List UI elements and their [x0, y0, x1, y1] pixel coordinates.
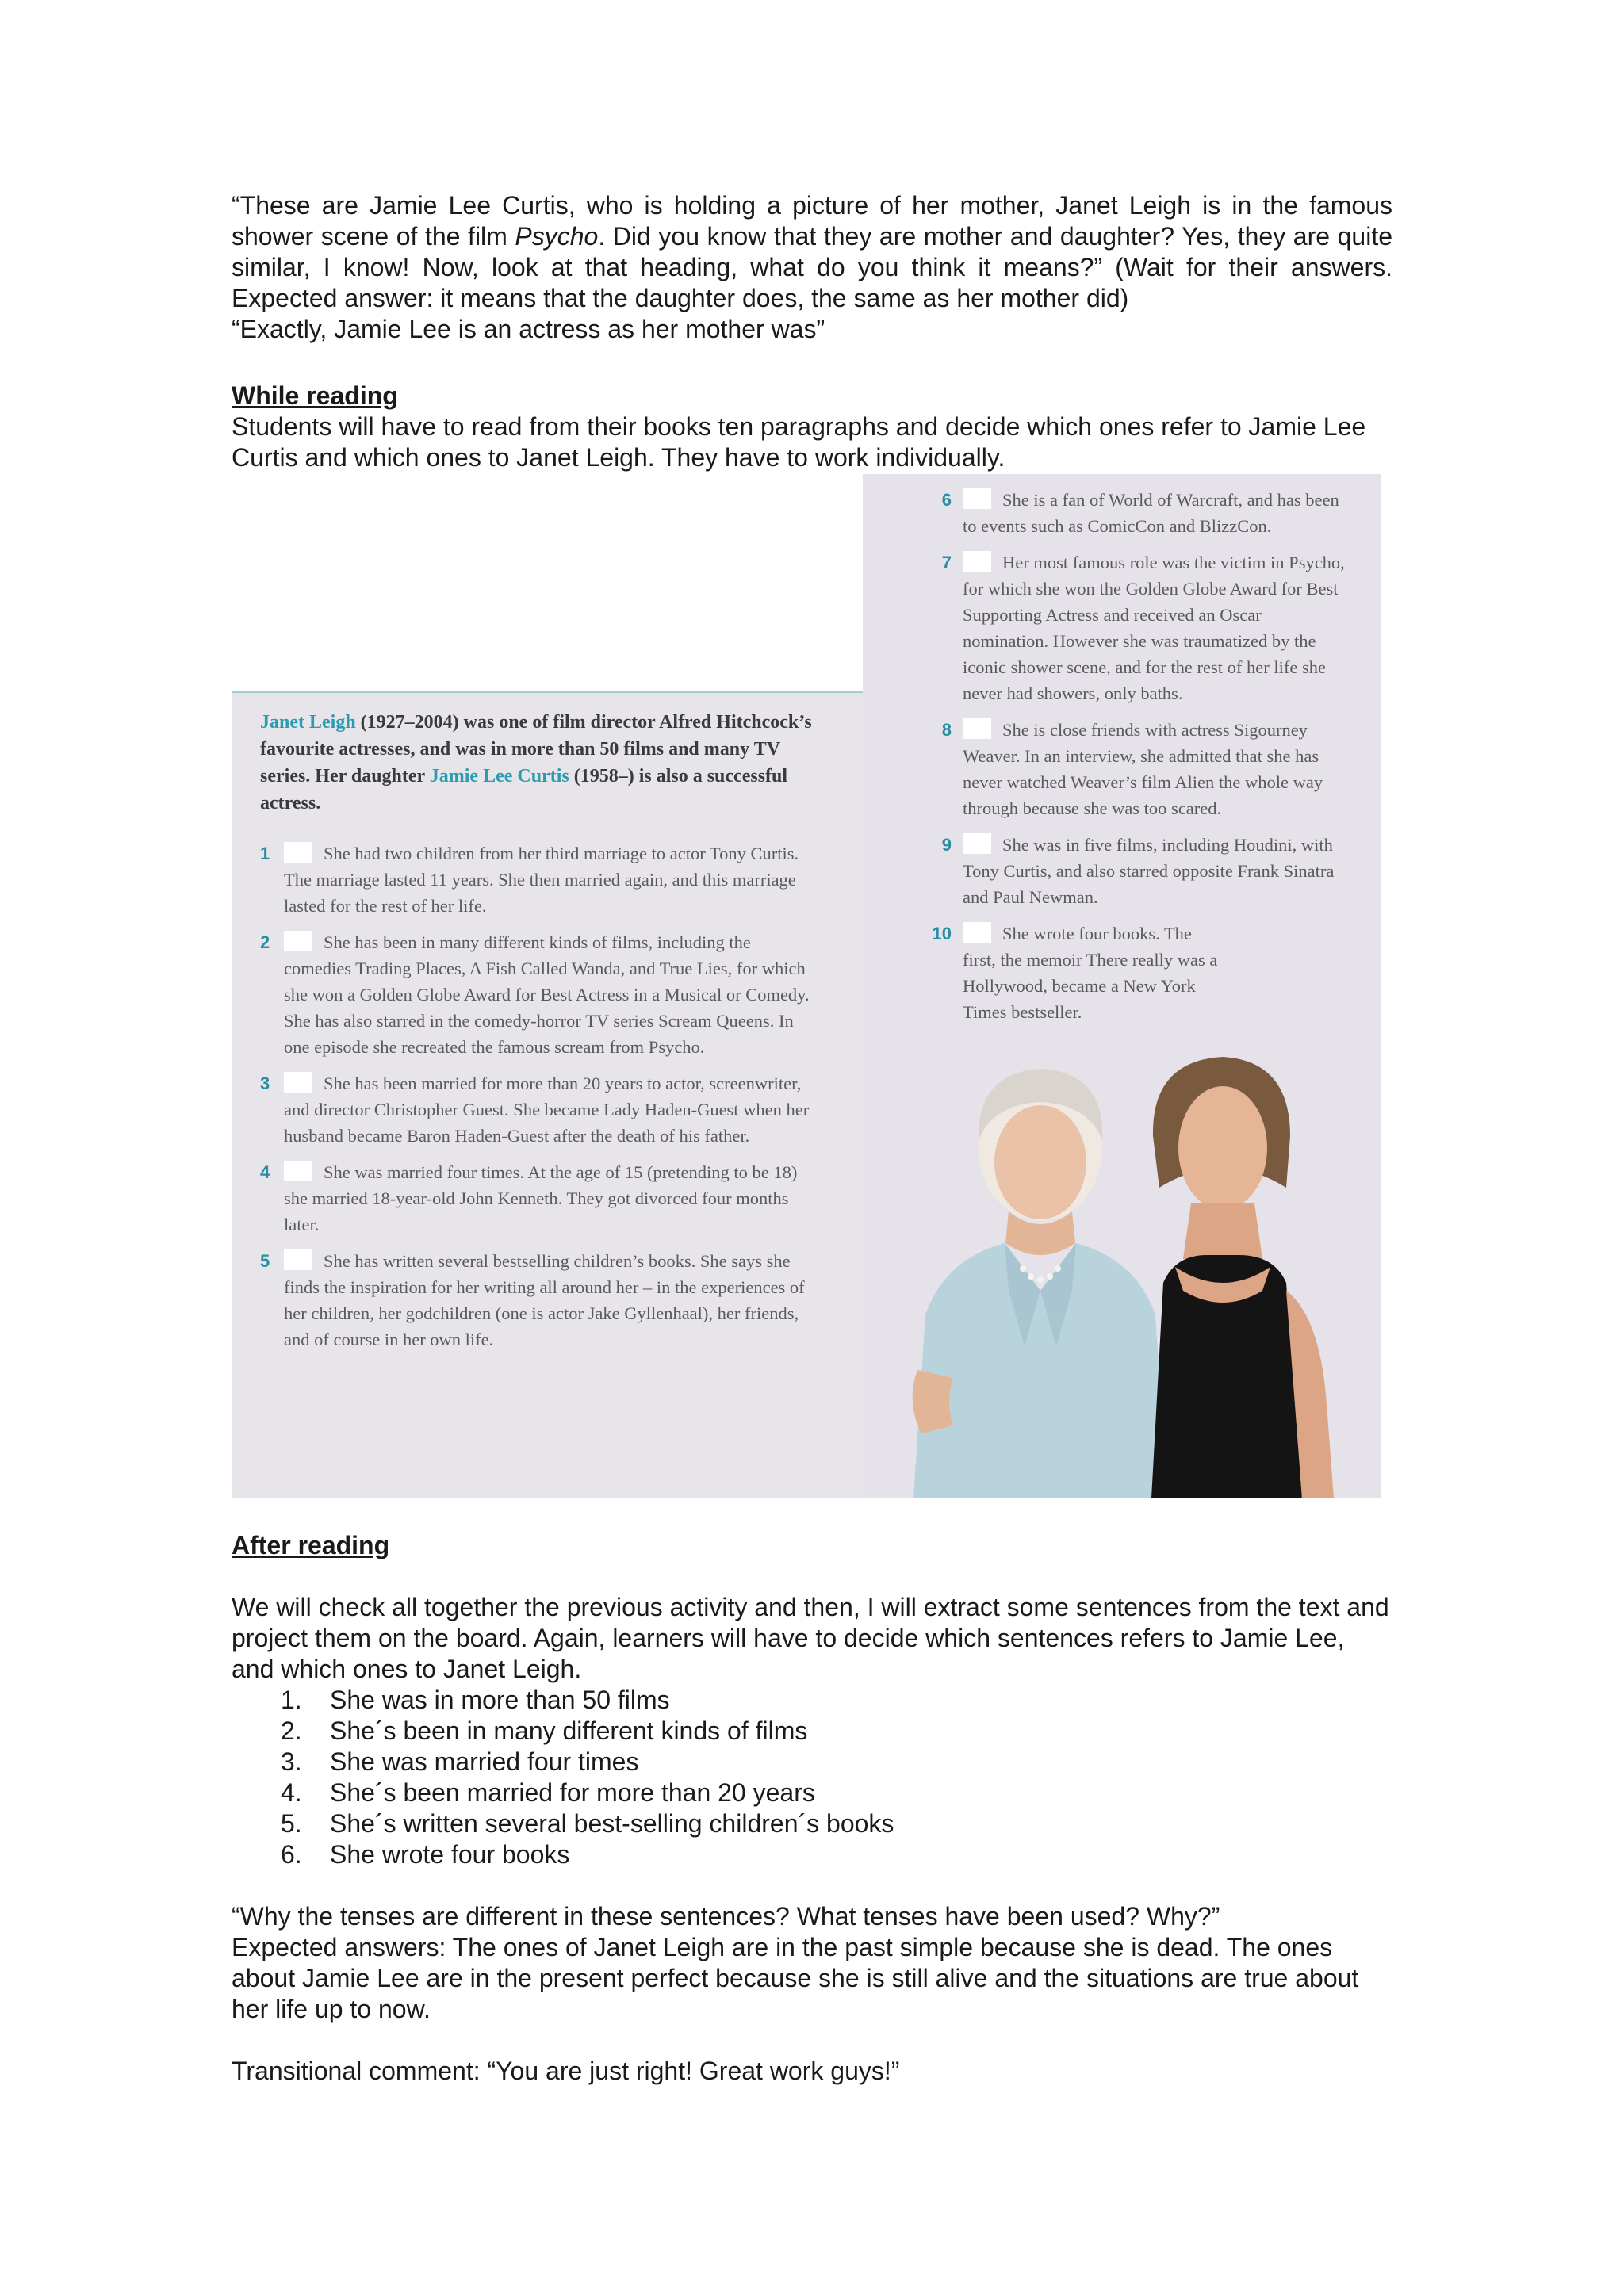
- list-item: 5. She´s written several best-selling children´s books: [281, 1809, 894, 1838]
- list-item: 6. She wrote four books: [281, 1840, 570, 1869]
- after-reading-section: [232, 1530, 1392, 2087]
- textbook-intro: Janet Leigh (1927–2004) was one of film director Alfred Hitchcock’s favourite actresses, and was in more than 50 films and many TV series. Her daughter Jamie Lee Curtis (1958–) is also a successful actress.: [260, 712, 812, 813]
- photo-mother-daughter: [890, 1029, 1381, 1498]
- film-title: Psycho: [515, 222, 599, 251]
- textbook-item: 8 She is close friends with actress Sigourney Weaver. In an interview, she admitted that she has never watched Weaver’s film Alien the whole way through because she was too scared.: [941, 720, 1323, 818]
- textbook-item: 5 She has written several bestselling children’s books. She says she finds the inspiration for her writing all around her – in the experiences of her children, her godchildren (one is actor Jake Gyllenhaal), her friends, and of course in her own life.: [260, 1251, 805, 1349]
- textbook-item: 7 Her most famous role was the victim in Psycho, for which she won the Golden Globe Award for Best Supporting Actress and received an Oscar nomination. However she was traumatized by the iconic shower scene, and for the rest of her life she never had showers, only baths.: [941, 553, 1345, 703]
- textbook-item: 4 She was married four times. At the age of 15 (pretending to be 18) she married 18-year-old John Kenneth. They got divorced four months later.: [260, 1162, 798, 1234]
- intro-text: “These are Jamie Lee Curtis, who is holding a picture of her mother, Janet Leigh is in the famous shower scene of the film Psycho. Did you know that they are mother and daughter? Yes, they are quite similar, I know! Now, look at that heading, what do you think it means?” (Wait for their answers. Expected answer: it means that the daughter does, the same as her mother did): [232, 191, 1393, 312]
- after-reading-text: We will check all together the previous activity and then, I will extract some sentences from the text and project them on the board. Again, learners will have to decide which sentences refers to Jamie Lee, and which ones to Janet Leigh.: [232, 1593, 1389, 1683]
- textbook-item: 9 She was in five films, including Houdini, with Tony Curtis, and also starred opposite Frank Sinatra and Paul Newman.: [941, 835, 1335, 907]
- answer-box[interactable]: [284, 1249, 312, 1270]
- list-item: 1. She was in more than 50 films: [281, 1686, 670, 1714]
- sentence-list: [232, 1685, 1392, 1870]
- textbook-excerpt: [232, 474, 1381, 1498]
- while-reading-heading: While reading: [232, 381, 398, 410]
- intro-paragraph: [232, 190, 1392, 345]
- textbook-item: 2 She has been in many different kinds of films, including the comedies Trading Places, A Fish Called Wanda, and True Lies, for which she won a Golden Globe Award for Best Actress in a Musical or Comedy. She has also starred in the comedy-horror TV series Scream Queens. In one episode she recreated the famous scream from Psycho.: [260, 932, 810, 1057]
- answer-box[interactable]: [963, 488, 991, 509]
- list-item: 3. She was married four times: [281, 1747, 639, 1776]
- answer-box[interactable]: [963, 718, 991, 739]
- textbook-item: 3 She has been married for more than 20 years to actor, screenwriter, and director Christopher Guest. She became Lady Haden-Guest when her husband became Baron Haden-Guest after the death of his father.: [260, 1073, 810, 1146]
- intro-closing: “Exactly, Jamie Lee is an actress as her mother was”: [232, 315, 825, 343]
- answer-box[interactable]: [963, 551, 991, 572]
- arm: [913, 1370, 953, 1433]
- transitional-comment: Transitional comment: “You are just right! Great work guys!”: [232, 2057, 900, 2085]
- list-item: 4. She´s been married for more than 20 years: [281, 1778, 815, 1807]
- answer-box[interactable]: [963, 833, 991, 854]
- question-text: “Why the tenses are different in these sentences? What tenses have been used? Why?”: [232, 1902, 1220, 1931]
- answer-box[interactable]: [284, 931, 312, 951]
- while-reading-section: [232, 381, 1392, 473]
- answer-box[interactable]: [284, 1161, 312, 1181]
- textbook-item: 10 She wrote four books. The first, the memoir There really was a Hollywood, became a New York Times bestseller.: [932, 924, 1218, 1022]
- textbook-left-panel: [232, 693, 863, 1498]
- expected-answers: Expected answers: The ones of Janet Leigh are in the past simple because she is dead. The ones about Jamie Lee are in the present perfect because she is still alive and the situations are true about her life up to now.: [232, 1933, 1359, 2023]
- textbook-item: 1 She had two children from her third marriage to actor Tony Curtis. The marriage lasted 11 years. She then married again, and this marriage lasted for the rest of her life.: [260, 844, 799, 916]
- answer-box[interactable]: [284, 842, 312, 863]
- textbook-items-right: [932, 487, 1351, 1035]
- textbook-item: 6 She is a fan of World of Warcraft, and has been to events such as ComicCon and BlizzCon.: [941, 490, 1339, 536]
- answer-box[interactable]: [963, 922, 991, 943]
- after-reading-heading: After reading: [232, 1531, 390, 1559]
- list-item: 2. She´s been in many different kinds of films: [281, 1716, 808, 1745]
- textbook-items-left: [260, 840, 815, 1363]
- answer-box[interactable]: [284, 1072, 312, 1093]
- while-reading-text: Students will have to read from their books ten paragraphs and decide which ones refer to Jamie Lee Curtis and which ones to Janet Leigh. They have to work individually.: [232, 412, 1366, 472]
